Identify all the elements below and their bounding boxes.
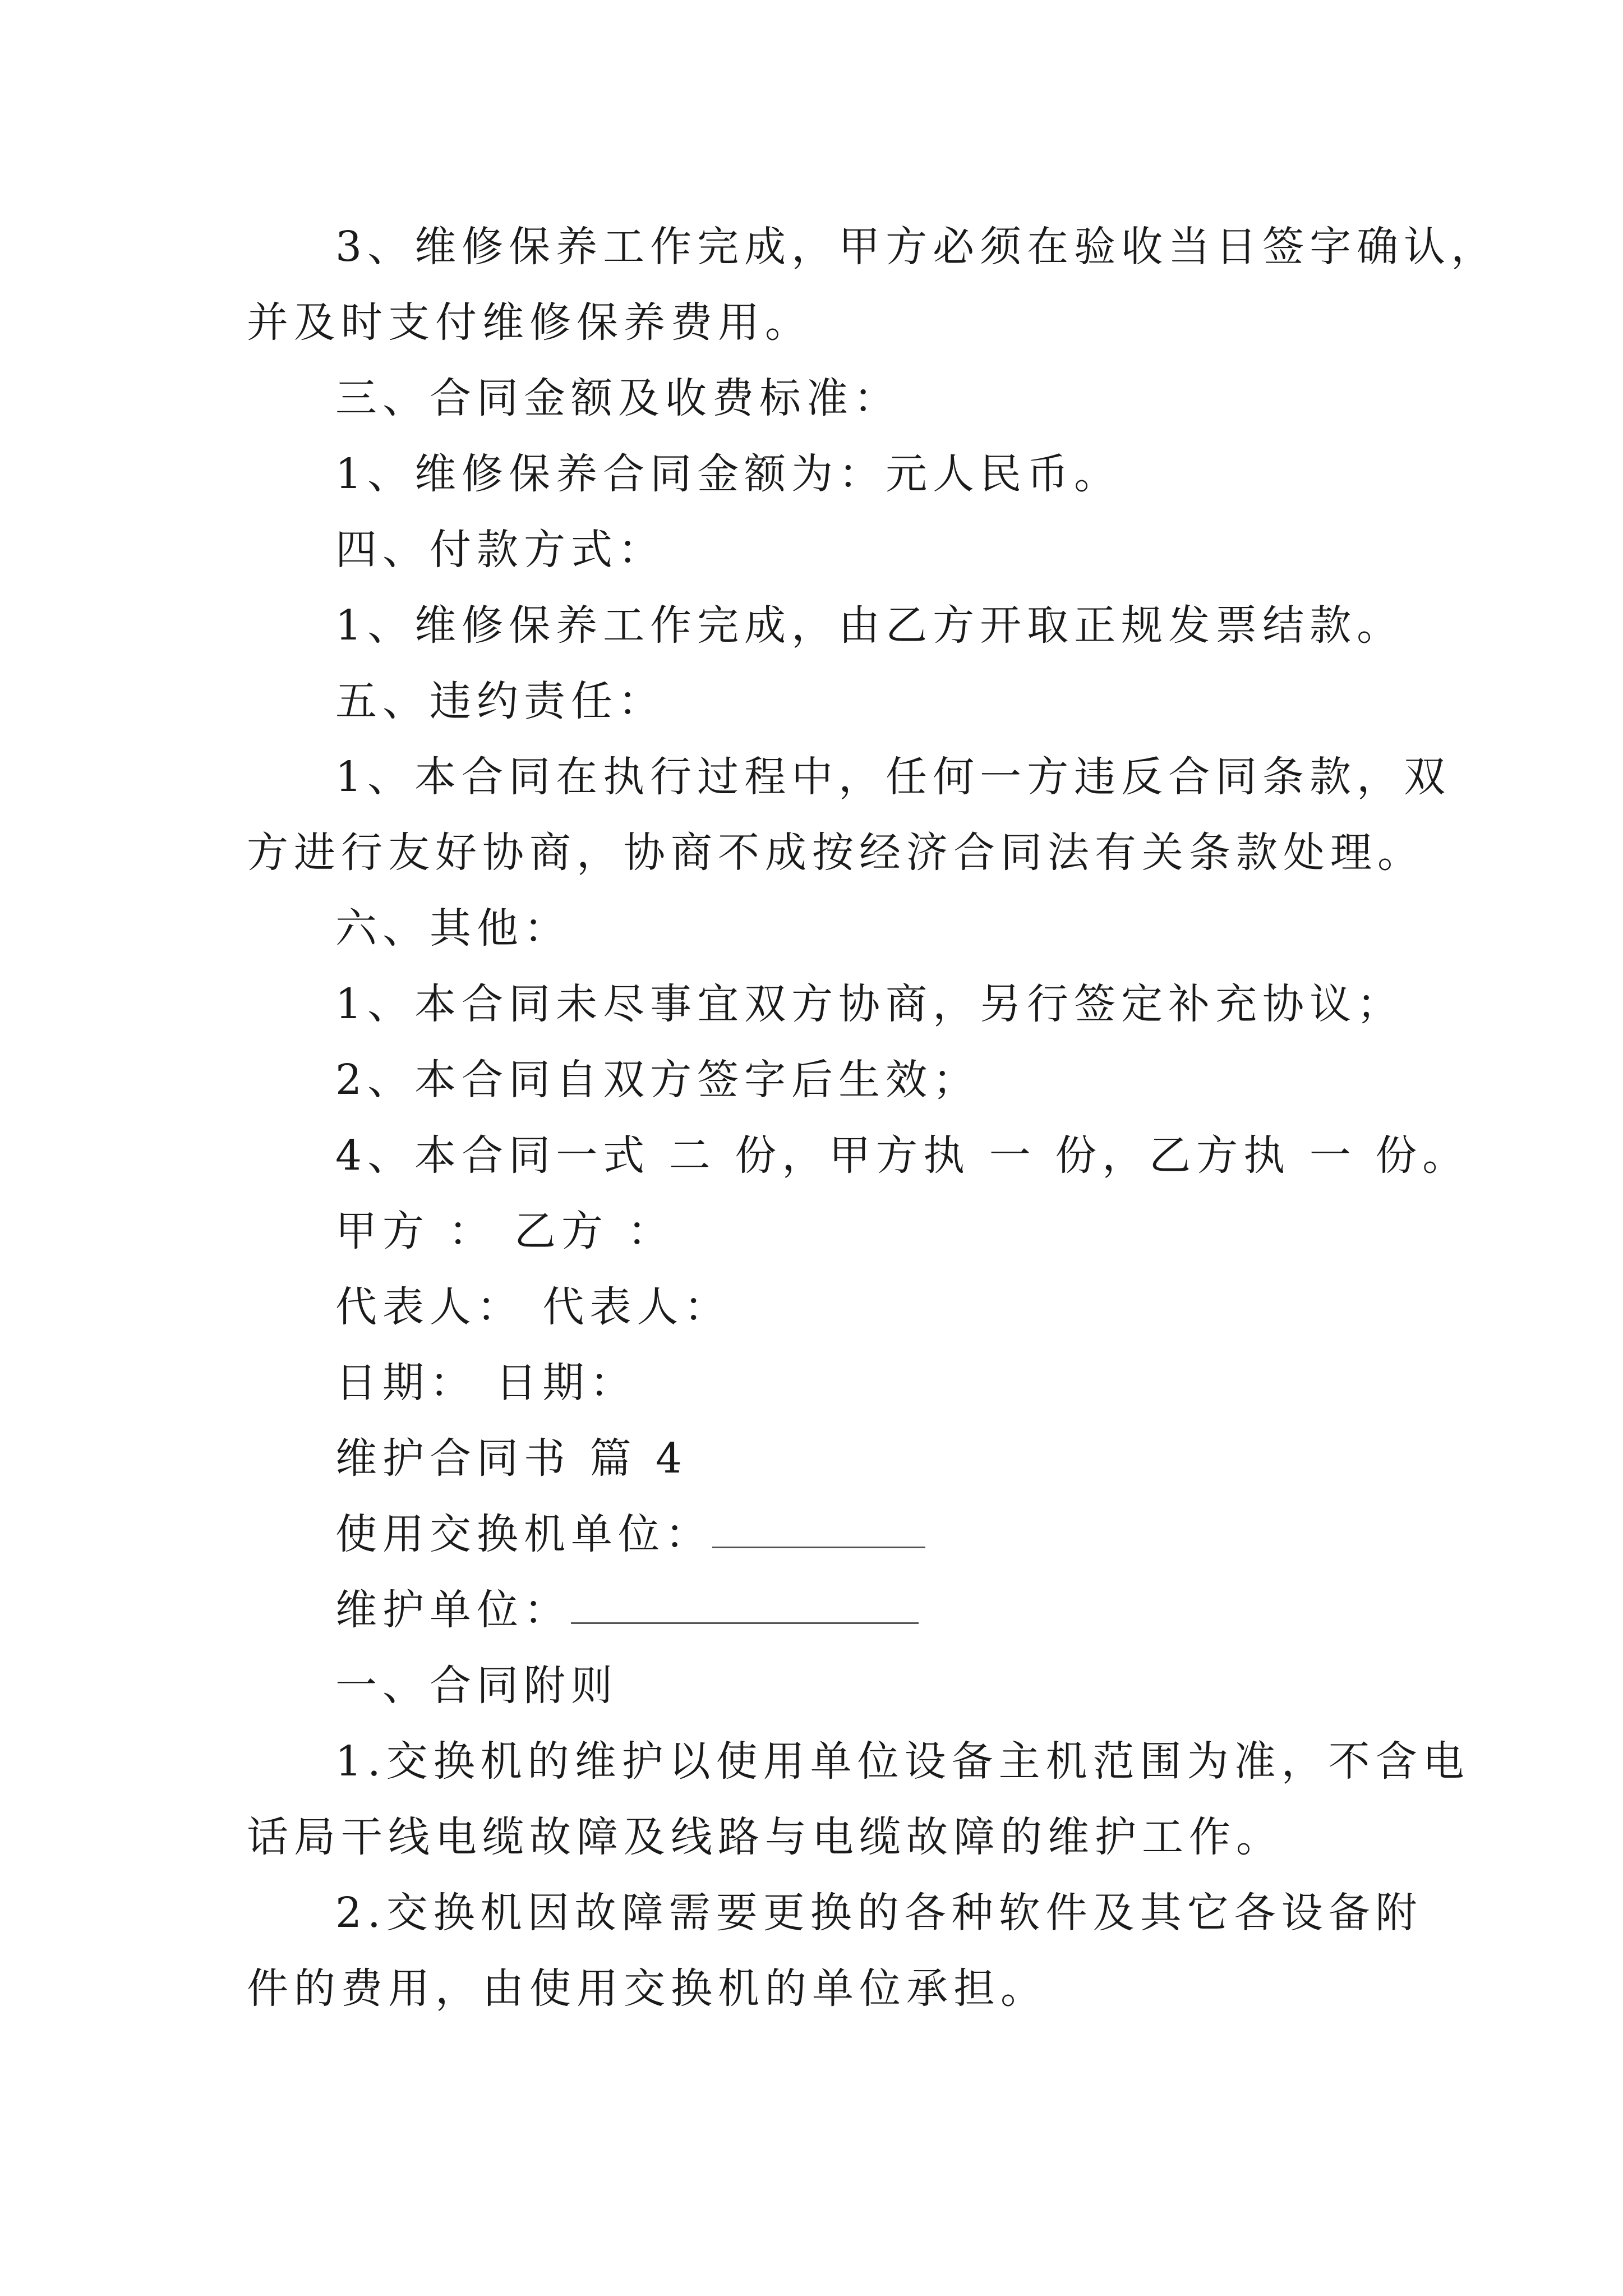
document-title: 维护合同书 篇 4 xyxy=(335,1434,688,1483)
signature-line: 日期： 日期： xyxy=(335,1359,637,1407)
section-heading: 一、合同附则 xyxy=(335,1662,618,1710)
fill-in-blank xyxy=(712,1542,925,1548)
paragraph-line: 4、本合同一式 二 份，甲方执 一 份，乙方执 一 份。 xyxy=(335,1131,1470,1180)
section-heading: 五、违约责任： xyxy=(335,677,665,725)
field-row-exchange-unit xyxy=(0,1509,1623,1559)
section-heading: 六、其他： xyxy=(335,904,571,953)
field-label: 维护单位： xyxy=(335,1586,571,1634)
signature-line: 代表人： 代表人： xyxy=(335,1283,731,1331)
field-row-maintenance-unit xyxy=(0,1585,1623,1635)
field-label: 使用交换机单位： xyxy=(335,1510,712,1558)
paragraph-line: 件的费用，由使用交换机的单位承担。 xyxy=(247,1964,1048,2013)
paragraph-line: 方进行友好协商，协商不成按经济合同法有关条款处理。 xyxy=(247,829,1424,877)
paragraph-line: 2、本合同自双方签字后生效； xyxy=(335,1056,980,1104)
signature-line: 甲方 ： 乙方 ： xyxy=(335,1207,675,1255)
fill-in-blank xyxy=(571,1618,919,1624)
section-heading: 四、付款方式： xyxy=(335,526,665,574)
section-heading: 三、合同金额及收费标准： xyxy=(335,374,901,422)
paragraph-line: 1、本合同未尽事宜双方协商，另行签定补充协议； xyxy=(335,980,1404,1028)
paragraph-line: 1、维修保养工作完成，由乙方开取正规发票结款。 xyxy=(335,601,1404,650)
paragraph-line: 3、维修保养工作完成，甲方必须在验收当日签字确认， xyxy=(335,223,1498,271)
paragraph-line: 1、维修保养合同金额为：元人民币。 xyxy=(335,450,1122,498)
paragraph-line: 1、本合同在执行过程中，任何一方违反合同条款，双 xyxy=(335,753,1451,801)
paragraph-line: 并及时支付维修保养费用。 xyxy=(247,298,812,347)
paragraph-line: 1.交换机的维护以使用单位设备主机范围为准，不含电 xyxy=(335,1737,1470,1786)
paragraph-line: 话局干线电缆故障及线路与电缆故障的维护工作。 xyxy=(247,1813,1283,1861)
paragraph-line: 2.交换机因故障需要更换的各种软件及其它各设备附 xyxy=(335,1889,1423,1937)
